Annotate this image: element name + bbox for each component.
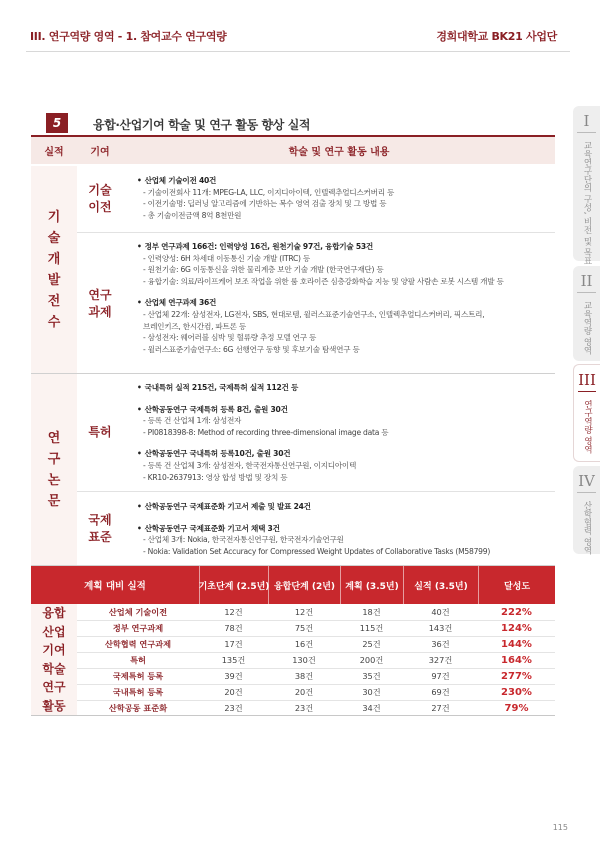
contribution-label: 국제표준 xyxy=(88,513,112,544)
plan-category-label: 융합산업기여학술연구활동 xyxy=(42,606,66,713)
plan-fusion-value: 16건 xyxy=(294,639,314,649)
contribution-label: 기술이전 xyxy=(88,183,112,214)
detail-line: - PI0818398-8: Method of recording three-dimensional image data 등 xyxy=(143,427,389,437)
plan-header-rate: 달성도 xyxy=(478,566,555,604)
plan-basic-value: 17건 xyxy=(224,639,243,649)
contribution-label: 연구과제 xyxy=(88,287,112,319)
plan-item-name: 산학협력 연구과제 xyxy=(104,639,172,649)
plan-row xyxy=(77,604,555,620)
plan-fusion-value: 12건 xyxy=(294,606,314,617)
plan-fusion-value: 38건 xyxy=(294,671,314,681)
plan-basic-value: 20건 xyxy=(224,687,243,697)
bullet-line: • 산학공동연구 국제표준화 기고서 제출 및 발표 24건 xyxy=(137,501,555,513)
plan-actual-value: 69건 xyxy=(431,687,450,697)
chapter-tab-number: I xyxy=(577,112,596,133)
plan-header-title: 계획 대비 실적 xyxy=(84,581,146,592)
detail-line: - 등록 건 산업체 3개: 삼성전자, 한국전자통신연구원, 이지디아이텍 xyxy=(143,460,357,470)
plan-achievement-rate: 124% xyxy=(501,623,532,634)
plan-category-cell xyxy=(31,604,77,715)
plan-item-name: 특허 xyxy=(130,655,146,665)
plan-basic-value: 23건 xyxy=(224,703,243,713)
plan-achievement-rate: 277% xyxy=(501,671,532,682)
tech-transfer-row xyxy=(77,166,555,232)
chapter-tab-number: II xyxy=(577,272,596,293)
plan-item-name: 정부 연구과제 xyxy=(112,623,164,633)
plan-fusion-value: 130건 xyxy=(292,655,316,665)
detail-line: - 산업체 3개: Nokia, 한국전자통신연구원, 한국전자기술연구원 xyxy=(143,535,344,545)
patent-content xyxy=(137,379,555,483)
plan-actual-value: 40건 xyxy=(431,606,450,617)
contribution-label: 특허 xyxy=(88,425,112,439)
table-header-row xyxy=(31,135,555,164)
research-paper-block xyxy=(31,374,555,566)
chapter-tab-number: III xyxy=(578,371,596,392)
plan-target-value: 34건 xyxy=(362,703,381,713)
plan-body xyxy=(31,604,555,716)
bullet-line: • 국내특허 실적 215건, 국제특허 실적 112건 등 xyxy=(137,382,555,394)
header-section-path: III. 연구역량 영역 - 1. 참여교수 연구역량 xyxy=(30,30,227,43)
line-gap xyxy=(137,287,555,294)
plan-target-value: 35건 xyxy=(362,671,381,681)
category-label: 기술개발전수 xyxy=(47,209,61,330)
standard-content xyxy=(137,498,555,557)
plan-fusion-value: 20건 xyxy=(294,687,314,697)
detail-line: - 총 기술이전금액 8억 8천만원 xyxy=(143,210,242,220)
header-activity-content: 학술 및 연구 활동 내용 xyxy=(288,147,390,158)
bullet-line: • 산학공동연구 국제표준화 기고서 채택 3건 xyxy=(137,523,555,535)
plan-basic-value: 135건 xyxy=(221,655,246,665)
plan-row xyxy=(77,668,555,684)
plan-actual-value: 143건 xyxy=(428,623,453,633)
plan-vs-actual-table xyxy=(31,566,555,716)
tech-development-block xyxy=(31,166,555,374)
section-number-badge: 5 xyxy=(46,113,68,133)
standard-row xyxy=(77,491,555,566)
plan-achievement-rate: 222% xyxy=(501,606,532,618)
detail-line: 브레인키즈, 한시간컴, 파트론 등 xyxy=(143,321,246,331)
category-cell xyxy=(31,374,77,565)
detail-line: - 기술이전회사 11개: MPEG-LA, LLC, 이지디아이텍, 인텔렉추얼디스커버리 등 xyxy=(143,187,395,197)
plan-row xyxy=(77,636,555,652)
detail-line: - 이전기술명: 딥러닝 알고리즘에 기반하는 복수 영역 검출 장치 및 그 방법 등 xyxy=(143,199,387,209)
page-number: 115 xyxy=(552,823,568,832)
plan-item-name: 국내특허 등록 xyxy=(112,687,164,697)
plan-header-basic: 기초단계 (2.5년) xyxy=(199,566,268,604)
plan-header-fusion: 융합단계 (2년) xyxy=(268,566,340,604)
category-label: 연구논문 xyxy=(47,430,61,509)
detail-line: - 등록 건 산업체 1개: 삼성전자 xyxy=(143,416,242,426)
bullet-line: • 산학공동연구 국제특허 등록 8건, 출원 30건 xyxy=(137,404,555,416)
plan-item-name: 산학공동 표준화 xyxy=(108,703,168,713)
bullet-line: • 산업체 기술이전 40건 xyxy=(137,175,555,187)
plan-target-value: 25건 xyxy=(362,639,381,649)
plan-achievement-rate: 79% xyxy=(504,703,529,714)
header-achievement: 실적 xyxy=(44,147,64,158)
plan-target-value: 200건 xyxy=(359,655,384,665)
plan-achievement-rate: 144% xyxy=(501,639,532,650)
plan-fusion-value: 75건 xyxy=(294,623,314,633)
chapter-tab-number: IV xyxy=(577,472,596,493)
line-gap xyxy=(137,513,555,520)
category-cell xyxy=(31,166,77,373)
bullet-line: • 산학공동연구 국내특허 등록10건, 출원 30건 xyxy=(137,448,555,460)
plan-item-name: 산업체 기술이전 xyxy=(108,606,168,617)
chapter-tab-label: 교육연구단의 구성, 비전 및 목표 xyxy=(582,141,592,266)
plan-target-value: 30건 xyxy=(362,687,381,697)
plan-actual-value: 327건 xyxy=(428,655,453,665)
detail-line: - 융합기술: 의료/라이프케어 보조 작업을 위한 룸 호라이즌 심층강화학습 지능 및 양팔 사람손 로봇 시스템 개발 등 xyxy=(143,276,504,286)
research-projects-content xyxy=(137,238,555,355)
bullet-line: • 산업체 연구과제 36건 xyxy=(137,297,555,309)
plan-basic-value: 12건 xyxy=(224,606,243,617)
plan-header-actual: 실적 (3.5년) xyxy=(403,566,478,604)
plan-header-row xyxy=(31,566,555,604)
plan-row xyxy=(77,700,555,716)
detail-line: - KR10-2637913: 영상 합성 방법 및 장치 등 xyxy=(143,472,288,482)
chapter-tab-2[interactable] xyxy=(573,266,600,361)
detail-line: - 원천기술: 6G 이동통신을 위한 물리계층 보안 기술 개발 (한국연구재단) 등 xyxy=(143,265,384,275)
detail-line: - 삼성전자: 웨어러블 심박 및 혈류량 추정 모델 연구 등 xyxy=(143,333,317,343)
chapter-tab-4[interactable] xyxy=(573,466,600,554)
plan-basic-value: 78건 xyxy=(224,623,243,633)
plan-fusion-value: 23건 xyxy=(294,703,314,713)
detail-line: - 인력양성: 6H 차세대 이동통신 기술 개발 (ITRC) 등 xyxy=(143,253,311,263)
detail-line: - 윌러스표준기술연구소: 6G 선행연구 동향 및 후보기술 탐색연구 등 xyxy=(143,344,360,354)
plan-target-value: 115건 xyxy=(359,623,384,633)
plan-actual-value: 27건 xyxy=(431,703,450,713)
research-projects-row xyxy=(77,232,555,374)
patent-row xyxy=(77,374,555,491)
section-title: 융합·산업기여 학술 및 연구 활동 향상 실적 xyxy=(93,118,311,132)
plan-achievement-rate: 230% xyxy=(501,687,532,698)
plan-basic-value: 39건 xyxy=(224,671,243,681)
plan-actual-value: 97건 xyxy=(431,671,450,681)
header-contribution: 기여 xyxy=(90,147,110,158)
plan-row xyxy=(77,620,555,636)
chapter-tab-3[interactable] xyxy=(573,364,600,462)
plan-target-value: 18건 xyxy=(362,606,381,617)
detail-line: - Nokia: Validation Set Accuracy for Compressed Weight Updates of Collaborative Tasks (M58799) xyxy=(143,546,491,556)
line-gap xyxy=(137,394,555,401)
header-org-name: 경희대학교 BK21 사업단 xyxy=(436,30,557,43)
chapter-tab-label: 교육역량 영역 xyxy=(582,301,592,355)
line-gap xyxy=(137,438,555,445)
plan-row xyxy=(77,684,555,700)
achievement-table xyxy=(31,135,555,556)
detail-line: - 산업체 22개: 삼성전자, LG전자, SBS, 현대로템, 윌러스표준기술연구소, 인텔렉추얼디스커버리, 픽스트리, xyxy=(143,309,485,319)
plan-header-plan: 계획 (3.5년) xyxy=(340,566,403,604)
chapter-tab-label: 산학협력 영역 xyxy=(582,501,592,555)
bullet-line: • 정부 연구과제 166건: 인력양성 16건, 원천기술 97건, 융합기술 53건 xyxy=(137,241,555,253)
header-divider xyxy=(26,51,570,52)
plan-achievement-rate: 164% xyxy=(501,655,532,666)
chapter-tab-1[interactable] xyxy=(573,106,600,266)
plan-actual-value: 36건 xyxy=(431,639,450,649)
plan-row xyxy=(77,652,555,668)
plan-item-name: 국제특허 등록 xyxy=(112,671,164,681)
tech-transfer-content xyxy=(137,172,555,221)
chapter-tab-label: 연구역량 영역 xyxy=(582,400,593,454)
